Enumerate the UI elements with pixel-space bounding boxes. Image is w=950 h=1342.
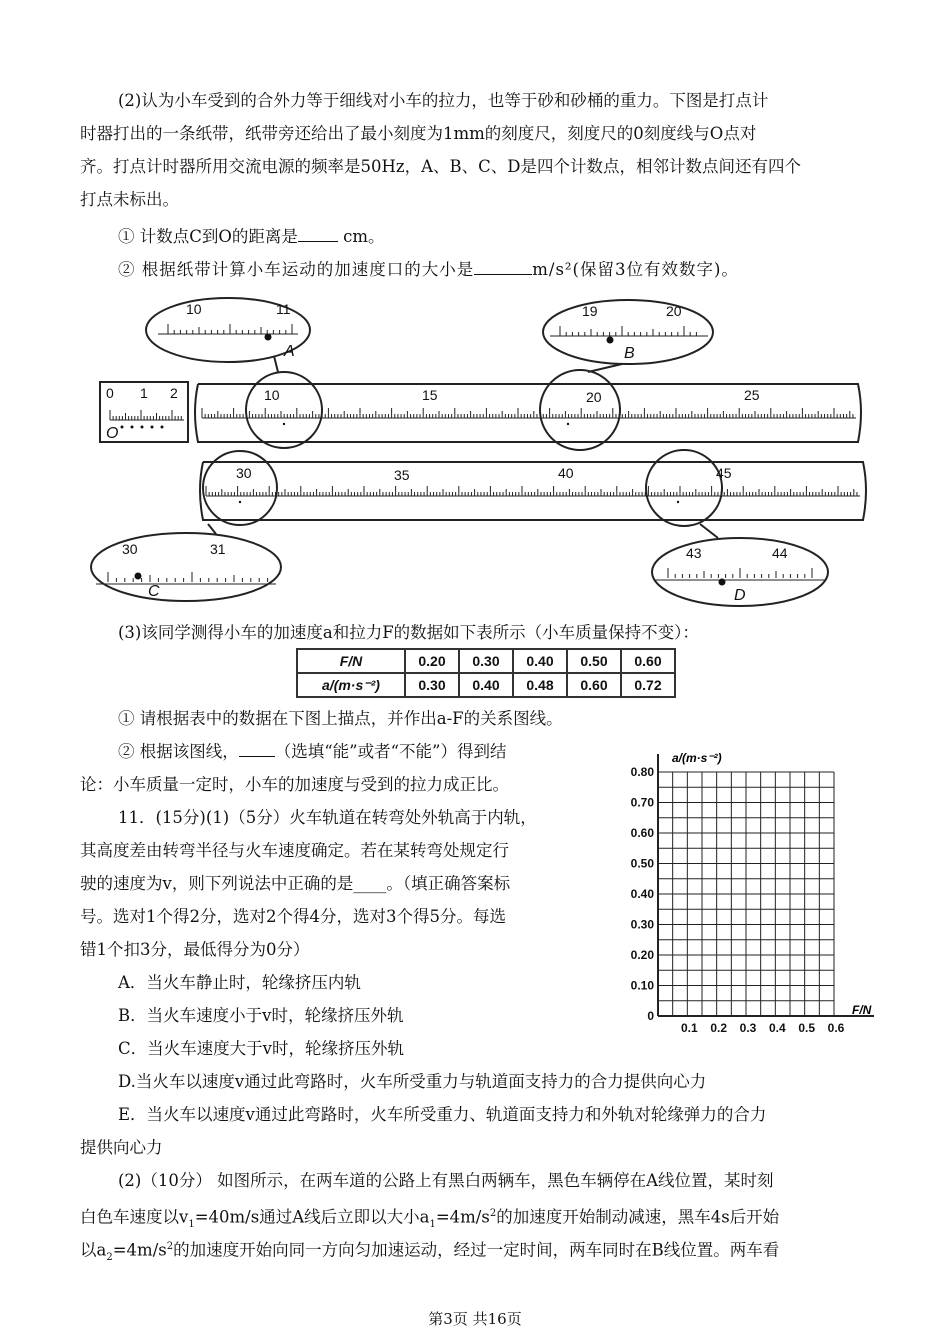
option-c: C．当火车速度大于v时，轮缘挤压外轨 — [118, 1039, 404, 1058]
zoom-b-label-2: 20 — [666, 303, 682, 319]
graph-xtick: 0.4 — [768, 1021, 786, 1035]
q11-line-1: 11．(15分)(1)（5分）火车轨道在转弯处外轨高于内轨， — [118, 808, 537, 827]
tape-top — [195, 384, 861, 442]
paper-tape-figure — [88, 292, 878, 608]
graph-ytick: 0.40 — [630, 887, 654, 901]
text-fragment: =40m/s通过A线后立即以大小a — [194, 1207, 430, 1227]
subscript: 2 — [106, 1251, 113, 1263]
point-label-d: D — [734, 587, 746, 604]
graph-ytick: 0.20 — [630, 948, 654, 962]
graph-ytick: 0.70 — [630, 795, 654, 810]
table-cell: 0.48 — [513, 673, 567, 697]
table-cell: 0.30 — [405, 673, 459, 697]
para3-q1: ① 请根据表中的数据在下图上描点，并作出a-F的关系图线。 — [118, 709, 563, 728]
superscript: 2 — [166, 1241, 174, 1252]
tape-label-10: 10 — [264, 387, 280, 403]
graph-ytick: 0.10 — [630, 978, 654, 993]
para2-line-2: 时器打出的一条纸带，纸带旁还给出了最小刻度为1mm的刻度尺，刻度尺的0刻度线与O点对 — [80, 124, 757, 143]
table-row — [297, 649, 675, 673]
q1-unit: cm。 — [337, 227, 385, 246]
tape-label-20: 20 — [586, 389, 602, 405]
zoom-d-label-1: 43 — [686, 545, 702, 561]
tape-label-45: 45 — [716, 465, 732, 481]
a-f-graph[interactable] — [608, 748, 883, 1038]
zoom-b-label-1: 19 — [582, 303, 598, 319]
tape-label-35: 35 — [394, 467, 410, 483]
graph-xtick: 0.2 — [710, 1021, 728, 1035]
tape-label-15: 15 — [422, 387, 438, 403]
dot-a — [265, 334, 272, 341]
table-header-force: F/N — [297, 649, 405, 673]
table-cell: 0.40 — [513, 649, 567, 673]
tape-label-25: 25 — [744, 387, 760, 403]
table-cell: 0.50 — [567, 649, 621, 673]
q2-prefix: ② 根据该图线， — [118, 742, 239, 761]
text-fragment: =4m/s — [112, 1240, 167, 1260]
data-table — [296, 648, 676, 698]
option-e-cont: 提供向心力 — [80, 1138, 163, 1157]
graph-ylabel: a/(m·s⁻²) — [672, 751, 722, 765]
table-cell: 0.72 — [621, 673, 675, 697]
table-cell: 0.30 — [459, 649, 513, 673]
tape-label-30: 30 — [236, 465, 252, 481]
graph-ytick: 0 — [647, 1009, 654, 1023]
answer-blank-accel[interactable] — [474, 260, 532, 275]
point-label-c: C — [148, 583, 160, 600]
table-row — [297, 673, 675, 697]
q2-text: ② 根据纸带计算小车运动的加速度口的大小是 — [118, 260, 475, 279]
option-a: A．当火车静止时，轮缘挤压内轨 — [118, 973, 361, 992]
tape-bottom — [200, 462, 866, 520]
graph-ytick: 0.60 — [630, 826, 654, 840]
graph-xtick: 0.1 — [680, 1021, 698, 1035]
text-fragment: 的加速度开始向同一方向匀加速运动，经过一定时间，两车同时在B线位置。两车看 — [173, 1240, 780, 1260]
q11-line-2: 其高度差由转弯半径与火车速度确定。若在某转弯处规定行 — [80, 841, 509, 860]
zoom-a-label-1: 10 — [186, 301, 202, 317]
graph-ytick: 0.80 — [630, 765, 654, 779]
para2-line-4: 打点未标出。 — [80, 190, 179, 209]
q11-2-line-1: (2)（10分） 如图所示，在两车道的公路上有黑白两辆车，黑色车辆停在A线位置，某时刻 — [118, 1171, 774, 1190]
tape-label-40: 40 — [558, 465, 574, 481]
text-fragment: 以a — [80, 1240, 107, 1260]
para3-q2 — [118, 741, 507, 763]
q11-2-line-2 — [80, 1203, 779, 1236]
option-b: B．当火车速度小于v时，轮缘挤压外轨 — [118, 1006, 404, 1025]
q11-line-5: 错1个扣3分，最低得分为0分） — [80, 940, 310, 959]
graph-xtick: 0.5 — [798, 1021, 816, 1035]
question-acceleration — [118, 259, 739, 281]
tape-label-0: 0 — [106, 385, 114, 401]
answer-blank-c[interactable] — [298, 227, 338, 242]
origin-label: O — [106, 425, 119, 442]
magnify-circle-b — [540, 370, 620, 450]
text-fragment: =4m/s — [435, 1207, 490, 1227]
tape-label-1: 1 — [140, 385, 148, 401]
q11-2-line-3 — [80, 1236, 779, 1269]
q1-text: ① 计数点C到O的距离是 — [118, 227, 298, 246]
option-d: D.当火车以速度v通过此弯路时，火车所受重力与轨道面支持力的合力提供向心力 — [118, 1072, 707, 1091]
tape-label-2: 2 — [170, 385, 178, 401]
graph-xtick: 0.6 — [827, 1021, 845, 1035]
para3-q2-cont: 论：小车质量一定时，小车的加速度与受到的拉力成正比。 — [80, 775, 509, 794]
point-label-a: A — [284, 343, 295, 360]
q11-line-3: 驶的速度为v，则下列说法中正确的是____。（填正确答案标 — [80, 874, 511, 893]
question-c-distance — [118, 226, 385, 248]
zoom-d-label-2: 44 — [772, 545, 788, 561]
graph-ytick: 0.30 — [630, 917, 654, 932]
answer-blank-can[interactable] — [239, 742, 275, 757]
table-header-accel: a/(m·s⁻²) — [297, 673, 405, 697]
table-cell: 0.60 — [567, 673, 621, 697]
zoom-c-label-2: 31 — [210, 541, 226, 557]
text-fragment: 的加速度开始制动减速，黑车4s后开始 — [496, 1207, 780, 1227]
subscript: 1 — [188, 1218, 195, 1230]
subscript: 1 — [429, 1218, 436, 1230]
point-label-b: B — [624, 345, 635, 362]
q2-suffix: （选填“能”或者“不能”）得到结 — [274, 742, 507, 761]
option-e: E．当火车以速度v通过此弯路时，火车所受重力、轨道面支持力和外轨对轮缘弹力的合力 — [118, 1105, 767, 1124]
dot-b — [607, 337, 614, 344]
table-cell: 0.20 — [405, 649, 459, 673]
dot-c — [135, 573, 142, 580]
text-fragment: 白色车速度以v — [80, 1207, 189, 1227]
dot-d — [719, 579, 726, 586]
para2-line-1: (2)认为小车受到的合外力等于细线对小车的拉力，也等于砂和砂桶的重力。下图是打点计 — [118, 91, 769, 110]
zoom-a-label-2: 11 — [276, 301, 291, 317]
page-footer: 第3页 共16页 — [428, 1310, 522, 1328]
zoom-c-label-1: 30 — [122, 541, 138, 557]
table-cell: 0.60 — [621, 649, 675, 673]
para2-line-3: 齐。打点计时器所用交流电源的频率是50Hz，A、B、C、D是四个计数点，相邻计数点间还有四个 — [80, 157, 801, 176]
graph-xtick: 0.3 — [739, 1021, 757, 1035]
graph-xlabel: F/N — [852, 1003, 872, 1017]
table-cell: 0.40 — [459, 673, 513, 697]
superscript: 2 — [489, 1208, 497, 1219]
para3-intro: (3)该同学测得小车的加速度a和拉力F的数据如下表所示（小车质量保持不变）： — [118, 623, 699, 642]
zoom-ellipse-c — [91, 533, 281, 601]
q11-line-4: 号。选对1个得2分，选对2个得4分，选对3个得5分。每选 — [80, 907, 506, 926]
q2-unit: m/s²(保留3位有效数字)。 — [532, 260, 739, 279]
graph-ytick: 0.50 — [630, 856, 654, 871]
